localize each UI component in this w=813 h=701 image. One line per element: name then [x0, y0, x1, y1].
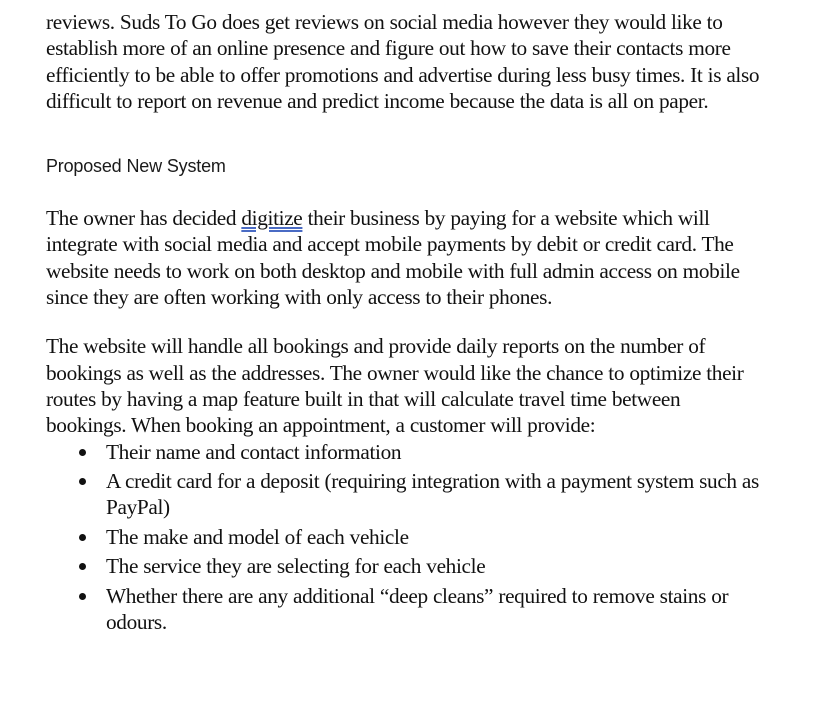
list-item — [46, 553, 776, 579]
bullet-icon — [79, 593, 86, 600]
bullet-icon — [79, 478, 86, 485]
website-paragraph: The website will handle all bookings and provide daily reports on the number of bookings as well as the addresses. The owner would like the chance to optimize their routes by having a map feature built in that will calculate travel time between bookings. When booking an appointment, a customer will provide: — [46, 334, 744, 438]
owner-paragraph-text-end: their business by paying for a website which will integrate with social media and accept mobile payments by debit or credit card. The website needs to work on both desktop and mobile with full admin access on mobile since they are often working with only access to their phones. — [46, 206, 740, 310]
list-item-text: The service they are selecting for each vehicle — [106, 554, 486, 579]
bullet-icon — [79, 534, 86, 541]
list-item — [46, 583, 776, 635]
owner-paragraph — [46, 205, 776, 310]
owner-paragraph-text-start: The owner has decided — [46, 206, 242, 231]
list-item-text: Whether there are any additional “deep cleans” required to remove stains or odours. — [106, 583, 729, 634]
section-heading: Proposed New System — [46, 156, 226, 177]
list-item-text: Their name and contact information — [106, 439, 402, 464]
list-item-text: A credit card for a deposit (requiring integration with a payment system such as PayPal) — [106, 469, 759, 520]
intro-paragraph: reviews. Suds To Go does get reviews on social media however they would like to establish more of an online presence and figure out how to save their contacts more efficiently to be able to offer promotions and advertise during less busy times. It is also difficult to report on revenue and predict income because the data is all on paper. — [46, 10, 760, 113]
bullet-icon — [79, 449, 86, 456]
list-item-text: The make and model of each vehicle — [106, 524, 409, 549]
document-page — [46, 9, 776, 635]
list-item — [46, 524, 776, 550]
bullet-icon — [79, 563, 86, 570]
list-item — [46, 468, 776, 520]
requirements-list — [46, 439, 776, 635]
spellcheck-flagged-word[interactable]: digitize — [241, 206, 303, 231]
list-item — [46, 439, 776, 465]
